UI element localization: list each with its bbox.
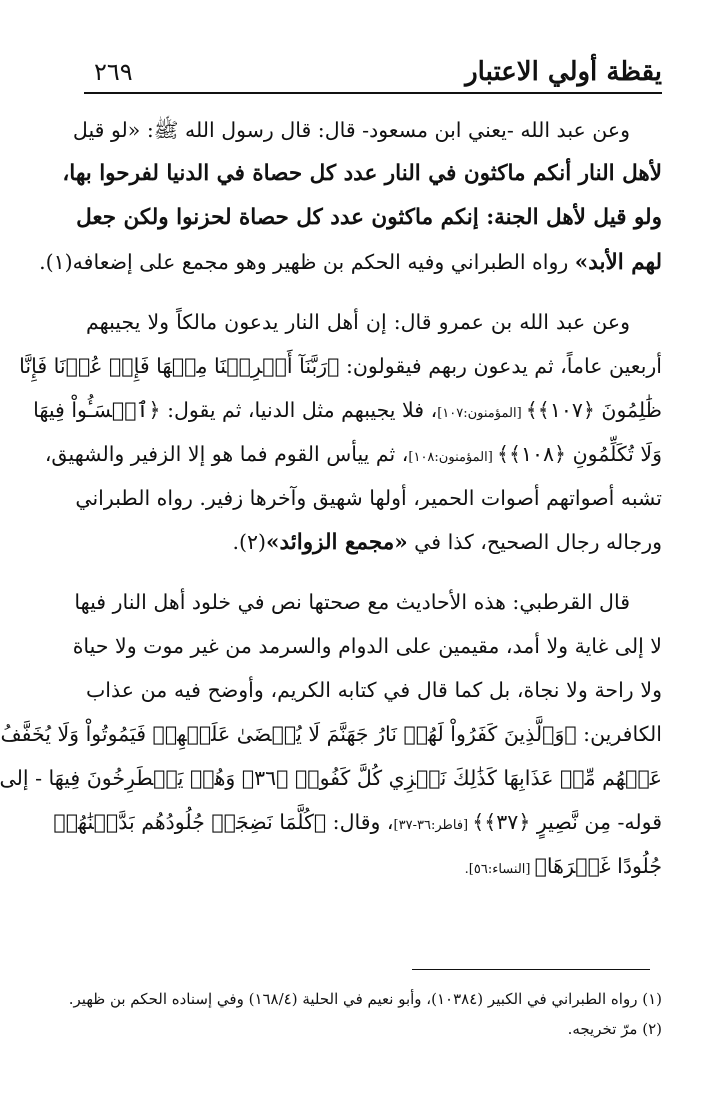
hadith-end-text: لهم الأبد» [574,250,662,275]
quran-verse: جُلُودًا غَيۡرَهَا﴾ [534,854,662,878]
paragraph-3-line-2: لا إلى غاية ولا أمد، مقيمين على الدوام والسرمد من غير موت ولا حياة [72,634,662,658]
quran-verse: ظَٰلِمُونَ ﴿١٠٧﴾﴾ [525,398,662,422]
quran-verse: قوله- مِن نَّصِيرٍ ﴿٣٧﴾﴾ [472,810,662,834]
quran-verse: وَلَا تُكَلِّمُونِ ﴿١٠٨﴾﴾ [496,442,662,466]
paragraph-1-line-3: ولو قيل لأهل الجنة: إنكم ماكثون عدد كل حصاة لحزنوا ولكن جعل [76,205,662,230]
footnotes [68,984,662,1044]
running-header [84,46,662,94]
paragraph-1-line-4-rest: رواه الطبراني وفيه الحكم بن ظهير وهو مجمع على إضعافه(١). [39,250,575,274]
verse-reference: [فاطر:٣٦-٣٧] [393,818,473,833]
paragraph-1 [39,108,662,284]
verse-reference: [النساء:٥٦]. [464,862,535,877]
paragraph-3-line-6 [53,800,662,844]
verse-reference: [المؤمنون:١٠٨] [408,450,497,465]
paragraph-3-line-4: الكافرين: ﴿وَٱلَّذِينَ كَفَرُواْ لَهُمۡ نَارُ جَهَنَّمَ لَا يُقۡضَىٰ عَلَيۡهِمۡ فَيَمُوتُواْ وَلَا يُخَفَّفُ [0,722,662,746]
paragraph-2-line-2: أربعين عاماً، ثم يدعون ربهم فيقولون: ﴿رَبَّنَآ أَخۡرِجۡنَا مِنۡهَا فَإِنۡ عُدۡنَا فَإِنَّا [19,354,662,378]
paragraph-1-line-2: لأهل النار أنكم ماكثون في النار عدد كل حصاة في الدنيا لفرحوا بها، [62,161,662,186]
page-number: ٢٦٩ [94,58,133,86]
footnote-separator [412,969,650,970]
paragraph-2-line-3 [33,388,662,432]
paragraph-3-line-1: قال القرطبي: هذه الأحاديث مع صحتها نص في خلود أهل النار فيها [74,590,630,614]
paragraph-1-line-4 [39,240,662,284]
running-title: يقظة أولي الاعتبار [465,57,662,87]
paragraph-gap [86,284,662,300]
footnote-2: (٢) مرّ تخريجه. [567,1020,662,1038]
paragraph-1-line-1: وعن عبد الله -يعني ابن مسعود- قال: قال رسول الله ﷺ: «لو قيل [72,118,630,142]
paragraph-2-line-1: وعن عبد الله بن عمرو قال: إن أهل النار يدعون مالكاً ولا يجيبهم [86,310,630,334]
paragraph-3 [0,580,662,888]
paragraph-2-line-6-pre: ورجاله رجال الصحيح، كذا في [407,530,662,554]
paragraph-2 [19,300,662,564]
paragraph-2-line-4 [44,432,662,476]
footnote-marker: (٢). [232,530,267,554]
verse-reference: [المؤمنون:١٠٧] [437,406,526,421]
paragraph-2-line-4-rest: ، ثم ييأس القوم فما هو إلا الزفير والشهيق، [44,442,409,466]
paragraph-2-line-6 [86,520,662,564]
paragraph-3-line-5: عَنۡهُم مِّنۡ عَذَابِهَا كَذَٰلِكَ نَجۡزِي كُلَّ كَفُورٖ ﴿٣٦﴾ وَهُمۡ يَصۡطَرِخُونَ فِيهَا - إلى [0,766,662,790]
footnote-1: (١) رواه الطبراني في الكبير (١٠٣٨٤)، وأبو نعيم في الحلية (١٦٨/٤) وفي إسناده الحكم بن ظهير. [68,990,662,1008]
paragraph-2-line-3-rest: ، فلا يجيبهم مثل الدنيا، ثم يقول: ﴿ٱخۡسَـُٔواْ فِيهَا [33,398,438,422]
paragraph-gap [86,564,662,580]
paragraph-3-line-7 [86,844,662,888]
page-body [0,108,662,888]
paragraph-3-line-3: ولا راحة ولا نجاة، بل كما قال في كتابه الكريم، وأوضح فيه من عذاب [86,678,662,702]
paragraph-2-line-5: تشبه أصواتهم أصوات الحمير، أولها شهيق وآخرها زفير. رواه الطبراني [75,486,662,510]
book-title: «مجمع الزوائد» [266,530,408,555]
paragraph-3-line-6-rest: ، وقال: ﴿كُلَّمَا نَضِجَتۡ جُلُودُهُم بَدَّلۡنَٰهُمۡ [53,810,394,834]
